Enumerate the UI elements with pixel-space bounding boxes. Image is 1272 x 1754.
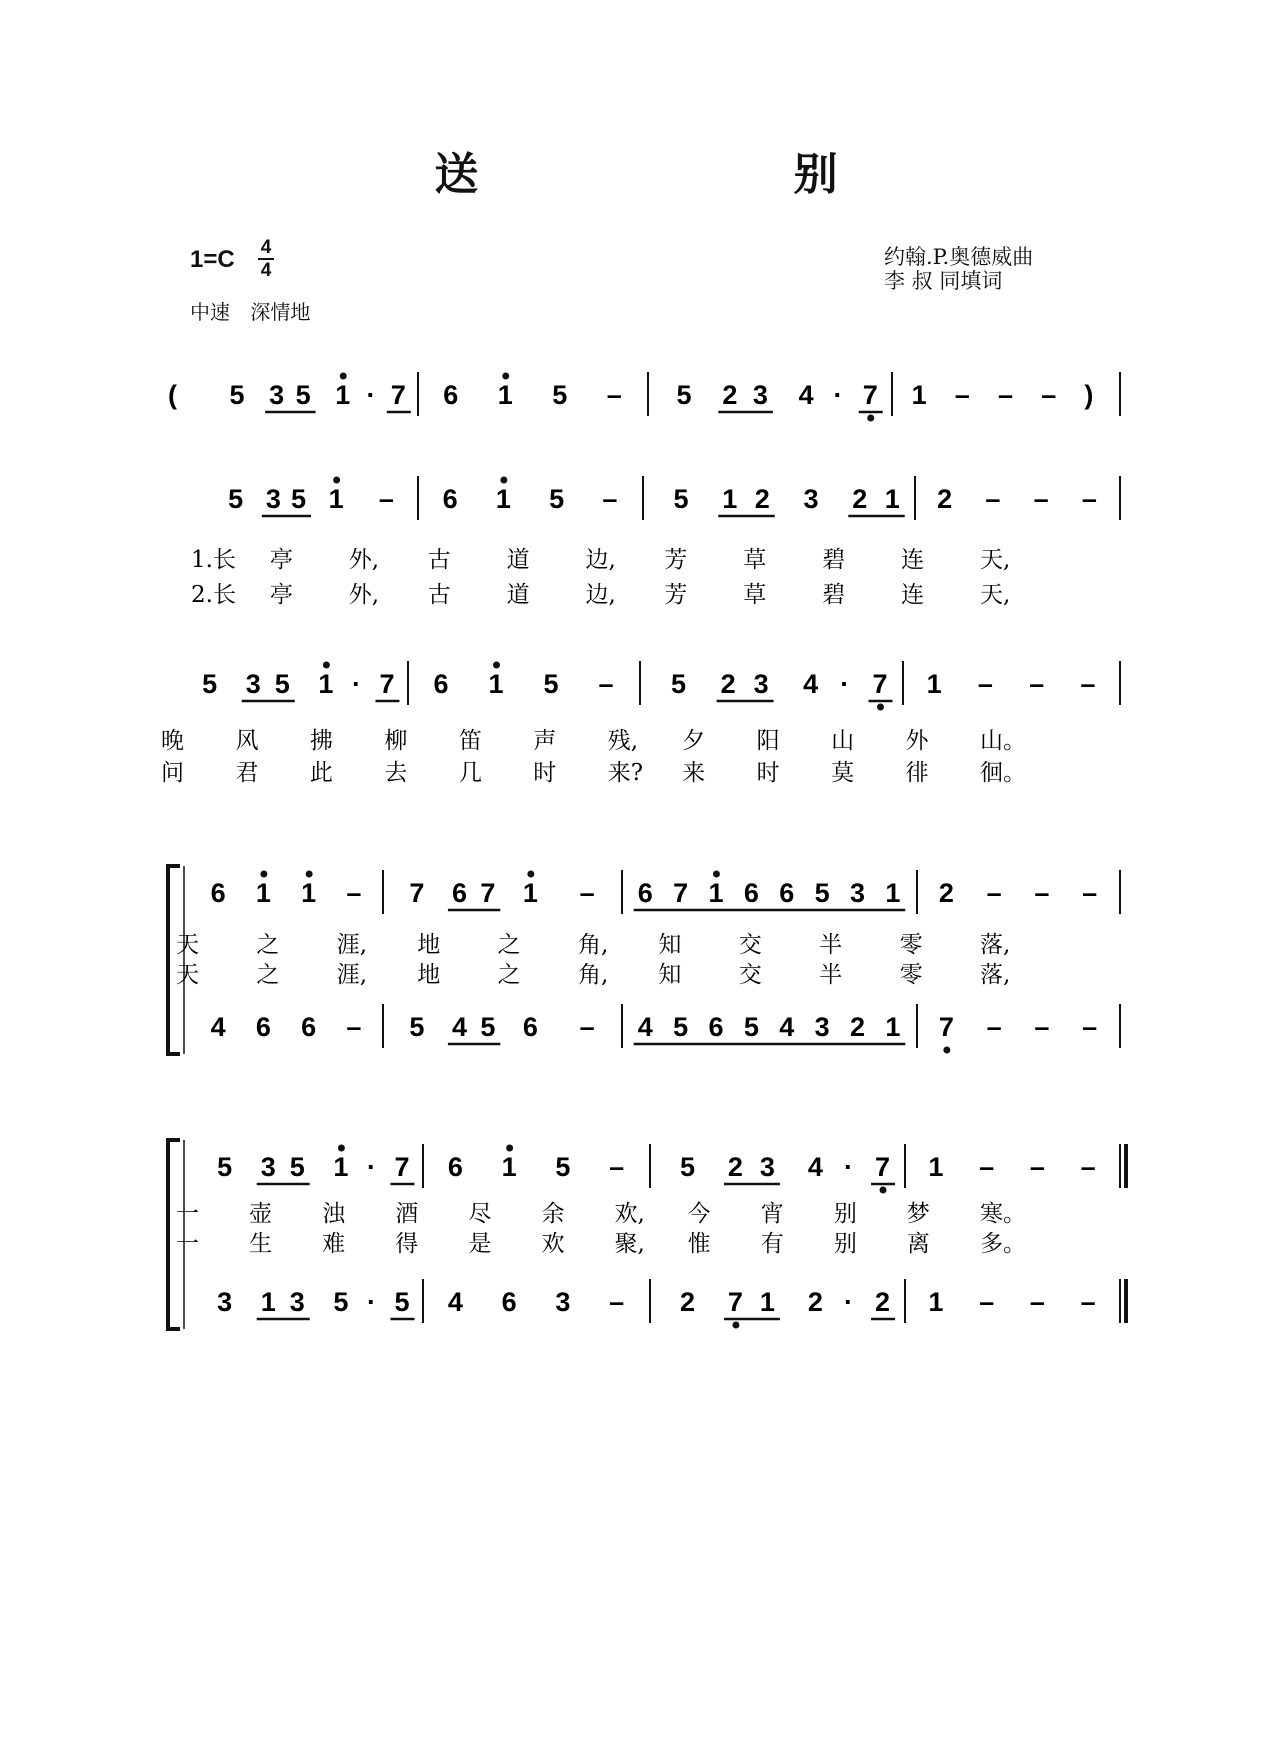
note: 3 xyxy=(753,669,769,699)
dash: – xyxy=(1029,669,1045,699)
note: 7 xyxy=(872,669,888,699)
lyric: 阳 xyxy=(756,728,780,754)
note: 5 xyxy=(274,669,290,699)
lyric: 去 xyxy=(384,760,408,786)
dash: – xyxy=(598,669,614,699)
lyric: 1.长 xyxy=(191,547,236,573)
note: 1 xyxy=(328,484,344,514)
lyric: 欢, xyxy=(614,1201,645,1227)
note: 6 xyxy=(522,1012,538,1042)
dash: – xyxy=(954,380,970,410)
octave-dot-high xyxy=(333,477,340,484)
lyric: 零 xyxy=(899,932,923,958)
lyricist: 李 叔 同填词 xyxy=(884,269,1003,293)
lyric: 别 xyxy=(833,1201,857,1227)
dash: – xyxy=(985,484,1001,514)
dash: – xyxy=(1034,1012,1050,1042)
lyric: 之 xyxy=(256,962,280,988)
lyric: 地 xyxy=(417,932,441,958)
note: 2 xyxy=(720,669,736,699)
lyric: 问 xyxy=(161,760,184,786)
lyric: 壶 xyxy=(249,1201,273,1227)
lyric: 时 xyxy=(756,760,780,786)
lyric: 生 xyxy=(249,1231,273,1257)
octave-dot-low xyxy=(880,1187,887,1194)
lyric: 拂 xyxy=(309,728,333,754)
note: 6 xyxy=(637,878,653,908)
note: 3 xyxy=(849,878,865,908)
lyric: 涯, xyxy=(336,962,368,988)
lyric: 别 xyxy=(833,1231,857,1257)
note: 1 xyxy=(333,1152,349,1182)
note: 6 xyxy=(442,484,458,514)
lyric: 莫 xyxy=(831,760,855,786)
note: 2 xyxy=(754,484,770,514)
note: 4 xyxy=(451,1012,467,1042)
note: 1 xyxy=(497,380,513,410)
lyric: 风 xyxy=(235,728,259,754)
lyric: 宵 xyxy=(760,1201,784,1227)
note: 1 xyxy=(722,484,738,514)
lyric: 山。 xyxy=(980,728,1026,754)
note: 3 xyxy=(803,484,819,514)
lyric: 天, xyxy=(980,582,1011,608)
lyric: 外 xyxy=(905,728,929,754)
note: 1 xyxy=(885,878,901,908)
dot: · xyxy=(844,1287,854,1317)
dash: – xyxy=(1080,669,1096,699)
note: 5 xyxy=(333,1287,349,1317)
time-numerator: 4 xyxy=(260,237,272,258)
dot: · xyxy=(840,669,850,699)
dash: – xyxy=(986,1012,1002,1042)
note: 7 xyxy=(394,1152,410,1182)
lyric: 天 xyxy=(176,962,199,988)
lyric: 零 xyxy=(899,962,923,988)
lyric: 2.长 xyxy=(191,582,236,608)
note: 5 xyxy=(814,878,830,908)
lyric: 此 xyxy=(309,760,333,786)
lyric: 徘 xyxy=(905,760,929,786)
dash: – xyxy=(579,878,595,908)
lyric: 交 xyxy=(738,932,762,958)
note: 5 xyxy=(289,1152,305,1182)
octave-dot-high xyxy=(340,373,347,380)
note: 3 xyxy=(217,1287,233,1317)
note: 7 xyxy=(480,878,496,908)
lyric: 寒。 xyxy=(980,1201,1026,1227)
note: 4 xyxy=(447,1287,463,1317)
octave-dot-low xyxy=(877,704,884,711)
lyric: 天 xyxy=(176,932,199,958)
note: 6 xyxy=(443,380,459,410)
note: 3 xyxy=(555,1287,571,1317)
note: 7 xyxy=(673,878,689,908)
lyric: 之 xyxy=(256,932,280,958)
system-verse-a xyxy=(191,476,1120,608)
system-chorus-b xyxy=(168,1140,1126,1329)
dash: – xyxy=(1080,1287,1096,1317)
lyric: 来 xyxy=(682,760,706,786)
lyric: 知 xyxy=(658,962,682,988)
note: 7 xyxy=(390,380,406,410)
lyric: 草 xyxy=(743,582,767,608)
lyric: 亭 xyxy=(269,582,293,608)
lyric: 角, xyxy=(578,932,609,958)
note: 3 xyxy=(245,669,261,699)
note: 6 xyxy=(779,878,795,908)
composer: 约翰.P.奥德威曲 xyxy=(884,245,1034,269)
note: 5 xyxy=(480,1012,496,1042)
note: 6 xyxy=(301,1012,317,1042)
lyric: 今 xyxy=(687,1201,711,1227)
note: 1 xyxy=(884,484,900,514)
lyric: 晚 xyxy=(161,728,184,754)
note: 3 xyxy=(289,1287,305,1317)
lyric: 夕 xyxy=(682,728,706,754)
note: 5 xyxy=(394,1287,410,1317)
lyric: 半 xyxy=(819,932,843,958)
note: 1 xyxy=(708,878,724,908)
lyric: 几 xyxy=(458,760,482,786)
lyric: 浊 xyxy=(322,1201,346,1227)
dash: – xyxy=(609,1152,625,1182)
system-verse-b xyxy=(161,661,1120,786)
note: 1 xyxy=(928,1152,944,1182)
lyric: 梦 xyxy=(906,1201,930,1227)
lyric: 交 xyxy=(738,962,762,988)
note: 1 xyxy=(335,380,351,410)
lyric: 涯, xyxy=(336,932,368,958)
lyric: 得 xyxy=(395,1231,419,1257)
note: 3 xyxy=(814,1012,830,1042)
lyric: 一 xyxy=(176,1231,199,1257)
song-title: 送 别 xyxy=(434,149,988,200)
lyric: 落, xyxy=(980,962,1011,988)
note: 6 xyxy=(255,1012,271,1042)
note: 4 xyxy=(210,1012,226,1042)
note: 1 xyxy=(501,1152,517,1182)
dash: – xyxy=(378,484,394,514)
lyric: 连 xyxy=(901,547,925,573)
dash: – xyxy=(1041,380,1057,410)
note: 2 xyxy=(727,1152,743,1182)
lyric: 声 xyxy=(533,728,557,754)
note: 3 xyxy=(265,484,281,514)
lyric: 笛 xyxy=(458,728,482,754)
note: 6 xyxy=(708,1012,724,1042)
lyric: 难 xyxy=(322,1231,346,1257)
note: 2 xyxy=(807,1287,823,1317)
note: 3 xyxy=(759,1152,775,1182)
system-chorus-a xyxy=(168,866,1120,1054)
dash: – xyxy=(979,1287,995,1317)
lyric: 外, xyxy=(348,547,380,573)
note: 6 xyxy=(501,1287,517,1317)
dash: – xyxy=(998,380,1014,410)
note: 2 xyxy=(875,1287,891,1317)
note: ) xyxy=(1084,380,1094,410)
note: 1 xyxy=(911,380,927,410)
lyric: 酒 xyxy=(395,1201,419,1227)
lyric: 知 xyxy=(658,932,682,958)
note: 5 xyxy=(229,380,245,410)
lyric: 之 xyxy=(497,962,521,988)
dot: · xyxy=(366,1287,376,1317)
dot: · xyxy=(351,669,361,699)
note: 1 xyxy=(928,1287,944,1317)
note: 6 xyxy=(447,1152,463,1182)
note: 7 xyxy=(875,1152,891,1182)
dot: · xyxy=(366,1152,376,1182)
note: 3 xyxy=(260,1152,276,1182)
note: 5 xyxy=(228,484,244,514)
note: 5 xyxy=(673,1012,689,1042)
dot: · xyxy=(844,1152,854,1182)
dash: – xyxy=(609,1287,625,1317)
lyric: 余 xyxy=(541,1201,565,1227)
note: 1 xyxy=(260,1287,276,1317)
lyric: 柳 xyxy=(384,728,408,754)
lyric: 芳 xyxy=(664,582,688,608)
dash: – xyxy=(1033,484,1049,514)
key-signature: 1=C xyxy=(190,246,235,273)
dot: · xyxy=(833,380,843,410)
dash: – xyxy=(1029,1287,1045,1317)
octave-dot-low xyxy=(732,1322,739,1329)
octave-dot-low xyxy=(867,415,874,422)
octave-dot-high xyxy=(502,373,509,380)
lyric: 来? xyxy=(607,760,644,786)
dash: – xyxy=(346,878,362,908)
lyric: 有 xyxy=(760,1231,784,1257)
lyric: 芳 xyxy=(664,547,688,573)
note: 1 xyxy=(488,669,504,699)
lyric: 亭 xyxy=(269,547,293,573)
note: 5 xyxy=(543,669,559,699)
dash: – xyxy=(346,1012,362,1042)
note: 7 xyxy=(727,1287,743,1317)
lyric: 惟 xyxy=(687,1231,711,1257)
lyric: 碧 xyxy=(822,582,846,608)
note: 6 xyxy=(743,878,759,908)
note: 5 xyxy=(217,1152,233,1182)
note: 2 xyxy=(722,380,738,410)
note: 1 xyxy=(522,878,538,908)
lyric: 古 xyxy=(427,582,451,608)
octave-dot-high xyxy=(500,477,507,484)
lyric: 连 xyxy=(901,582,925,608)
system-bracket xyxy=(168,866,180,1054)
lyric: 一 xyxy=(176,1201,199,1227)
octave-dot-high xyxy=(338,1145,345,1152)
note: 6 xyxy=(210,878,226,908)
note: 1 xyxy=(759,1287,775,1317)
note: 1 xyxy=(301,878,317,908)
note: 1 xyxy=(495,484,511,514)
dash: – xyxy=(1082,878,1098,908)
lyric: 古 xyxy=(427,547,451,573)
lyric: 时 xyxy=(533,760,557,786)
note: 1 xyxy=(885,1012,901,1042)
note: 1 xyxy=(926,669,942,699)
dash: – xyxy=(602,484,618,514)
lyric: 半 xyxy=(819,962,843,988)
dash: – xyxy=(986,878,1002,908)
dash: – xyxy=(579,1012,595,1042)
system-intro xyxy=(168,372,1120,422)
note: 5 xyxy=(671,669,687,699)
lyric: 徊。 xyxy=(980,760,1026,786)
lyric: 多。 xyxy=(980,1231,1026,1257)
lyric: 角, xyxy=(578,962,609,988)
note: 4 xyxy=(798,380,814,410)
dash: – xyxy=(606,380,622,410)
note: 3 xyxy=(752,380,768,410)
lyric: 落, xyxy=(980,932,1011,958)
note: 7 xyxy=(862,380,878,410)
lyric: 君 xyxy=(235,760,259,786)
note: 5 xyxy=(676,380,692,410)
dash: – xyxy=(1029,1152,1045,1182)
octave-dot-low xyxy=(943,1047,950,1054)
octave-dot-high xyxy=(323,662,330,669)
lyric: 之 xyxy=(497,932,521,958)
dash: – xyxy=(979,1152,995,1182)
lyric: 草 xyxy=(743,547,767,573)
lyric: 边, xyxy=(585,582,616,608)
note: 2 xyxy=(938,878,954,908)
note: 1 xyxy=(318,669,334,699)
lyric: 残, xyxy=(607,728,639,754)
time-denominator: 4 xyxy=(260,259,272,281)
note: 3 xyxy=(269,380,285,410)
note: 7 xyxy=(379,669,395,699)
dash: – xyxy=(1082,1012,1098,1042)
lyric: 欢 xyxy=(541,1231,565,1257)
note: 5 xyxy=(202,669,218,699)
note: 4 xyxy=(637,1012,653,1042)
note: 5 xyxy=(679,1152,696,1182)
lyric: 山 xyxy=(831,728,855,754)
lyric: 尽 xyxy=(468,1201,492,1227)
note: 1 xyxy=(255,878,271,908)
dot: · xyxy=(366,380,376,410)
dash: – xyxy=(977,669,993,699)
lyric: 聚, xyxy=(614,1231,645,1257)
dash: – xyxy=(1034,878,1050,908)
note: 5 xyxy=(409,1012,425,1042)
octave-dot-high xyxy=(306,871,313,878)
octave-dot-high xyxy=(527,871,534,878)
note: 2 xyxy=(937,484,953,514)
note: 2 xyxy=(852,484,868,514)
note: 5 xyxy=(743,1012,759,1042)
lyric: 边, xyxy=(585,547,616,573)
note: 5 xyxy=(552,380,568,410)
note: 5 xyxy=(295,380,311,410)
note: 4 xyxy=(807,1152,823,1182)
note: 4 xyxy=(803,669,819,699)
octave-dot-high xyxy=(713,871,720,878)
lyric: 天, xyxy=(980,547,1011,573)
lyric: 碧 xyxy=(822,547,846,573)
note: 5 xyxy=(549,484,565,514)
note: 5 xyxy=(290,484,306,514)
note: 5 xyxy=(673,484,689,514)
note: 2 xyxy=(679,1287,696,1317)
lyric: 地 xyxy=(417,962,441,988)
octave-dot-high xyxy=(260,871,267,878)
lyric: 外, xyxy=(348,582,380,608)
note: 4 xyxy=(779,1012,795,1042)
note: 6 xyxy=(451,878,467,908)
lyric: 道 xyxy=(506,547,530,573)
dash: – xyxy=(1080,1152,1096,1182)
note: 6 xyxy=(433,669,449,699)
open-paren: ( xyxy=(168,380,177,410)
tempo-marking: 中速 深情地 xyxy=(190,300,311,324)
note: 2 xyxy=(849,1012,865,1042)
octave-dot-high xyxy=(493,662,500,669)
octave-dot-high xyxy=(506,1145,513,1152)
lyric: 是 xyxy=(468,1231,492,1257)
note: 7 xyxy=(409,878,425,908)
lyric: 离 xyxy=(906,1231,930,1257)
dash: – xyxy=(1081,484,1097,514)
note: 7 xyxy=(938,1012,954,1042)
note: 5 xyxy=(555,1152,571,1182)
lyric: 道 xyxy=(506,582,530,608)
